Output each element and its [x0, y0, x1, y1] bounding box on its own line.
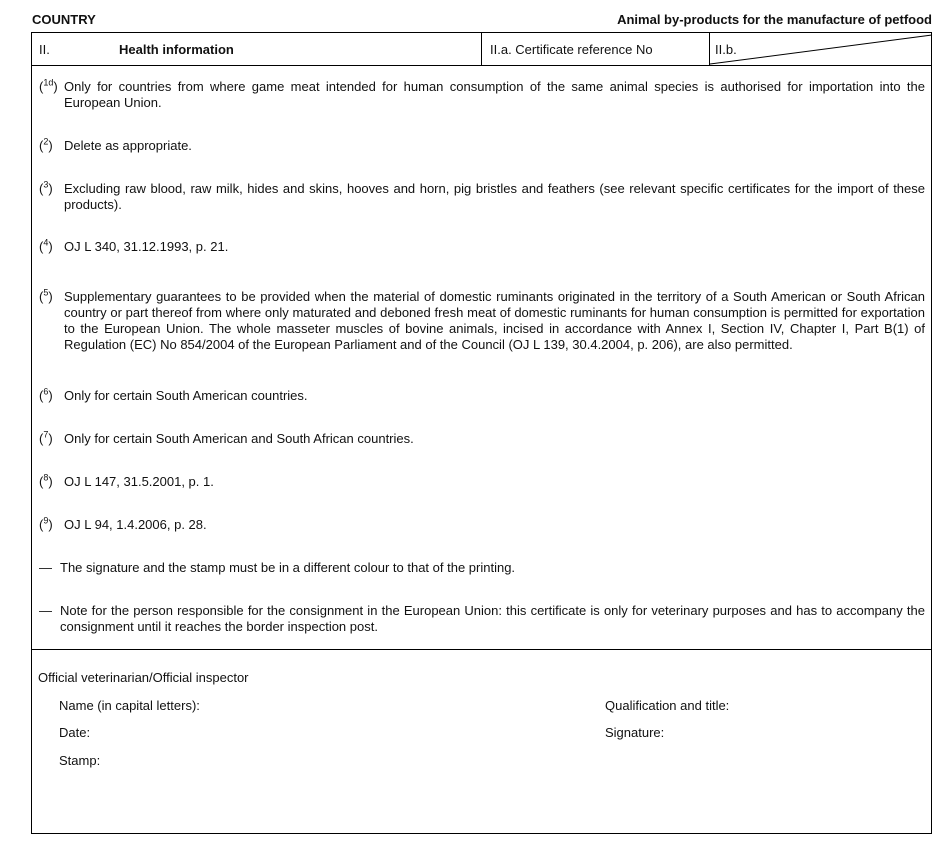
part-title: Health information — [119, 41, 234, 57]
footnote-3 — [39, 181, 925, 213]
footnote-2 — [39, 138, 925, 154]
footnote-marker: ($^4$) — [39, 237, 53, 254]
certificate-reference-cell — [482, 33, 710, 65]
footnote-text: Only for countries from where game meat intended for human consumption of the same animal species is authorised for importation into the European Union. — [64, 79, 925, 110]
footnote-text: OJ L 94, 1.4.2006, p. 28. — [64, 517, 207, 532]
footnote-text: Only for certain South American countries. — [64, 388, 308, 403]
official-veterinarian-heading: Official veterinarian/Official inspector — [38, 670, 249, 685]
footnote-1d — [39, 79, 925, 111]
dash-marker: — — [39, 603, 52, 618]
stamp-label: Stamp: — [59, 753, 101, 768]
footnote-8 — [39, 474, 925, 490]
date-label: Date: — [59, 725, 91, 740]
iib-diagonal-line — [710, 33, 933, 65]
footnote-marker: ($^3$) — [39, 179, 53, 196]
iib-cell — [710, 33, 931, 65]
name-label: Name (in capital letters): — [59, 698, 200, 713]
certificate-type-heading: Animal by-products for the manufacture of petfood — [617, 12, 932, 27]
footnote-7 — [39, 431, 925, 447]
country-heading: COUNTRY — [32, 12, 96, 27]
certificate-header-row — [31, 32, 932, 66]
footnote-5 — [39, 289, 925, 353]
signature-colour-note — [39, 560, 925, 576]
note-text: Note for the person responsible for the consignment in the European Union: this certificate is only for veterinary purposes and has to accompany the consignment until it reaches the border inspection post. — [60, 603, 925, 634]
footnote-marker: ($^9$) — [39, 515, 53, 532]
iib-label: II.b. — [715, 41, 737, 57]
footnote-marker: ($^8$) — [39, 472, 53, 489]
footnote-text: OJ L 340, 31.12.1993, p. 21. — [64, 239, 229, 254]
footnote-9 — [39, 517, 925, 533]
footnote-text: Excluding raw blood, raw milk, hides and skins, hooves and horn, pig bristles and feathers (see relevant specific certificates for the import of these products). — [64, 181, 925, 212]
signature-label: Signature: — [605, 725, 665, 740]
footnote-text: OJ L 147, 31.5.2001, p. 1. — [64, 474, 214, 489]
footnote-marker: ($^6$) — [39, 386, 53, 403]
dash-marker: — — [39, 560, 52, 575]
qualification-label: Qualification and title: — [605, 698, 730, 713]
notes-section — [31, 65, 932, 650]
footnote-marker: ($^{1d}$) — [39, 77, 58, 94]
part-cell — [32, 33, 482, 65]
footnote-marker: ($^2$) — [39, 136, 53, 153]
footnote-marker: ($^5$) — [39, 287, 53, 304]
signature-section — [31, 649, 932, 834]
note-text: The signature and the stamp must be in a different colour to that of the printing. — [60, 560, 516, 575]
footnote-text: Supplementary guarantees to be provided when the material of domestic ruminants originated in the territory of a South American or South African country or part thereof from where only maturated and deboned fresh meat of domestic ruminants for human consumption is permitted for exportation to the European Union. The whole masseter muscles of bovine animals, incised in accordance with Annex I, Section IV, Chapter I, Part B(1) of Regulation (EC) No 854/2004 of the European Parliament and of the Council (OJ L 139, 30.4.2004, p. 206), are also permitted. — [64, 289, 925, 352]
certificate-reference-label: II.a. Certificate reference No — [490, 41, 653, 57]
part-number: II. — [39, 41, 50, 57]
footnote-6 — [39, 388, 925, 404]
footnote-text: Only for certain South American and South African countries. — [64, 431, 414, 446]
footnote-text: Delete as appropriate. — [64, 138, 192, 153]
footnote-4 — [39, 239, 925, 255]
consignment-note — [39, 603, 925, 635]
footnote-marker: ($^7$) — [39, 429, 53, 446]
